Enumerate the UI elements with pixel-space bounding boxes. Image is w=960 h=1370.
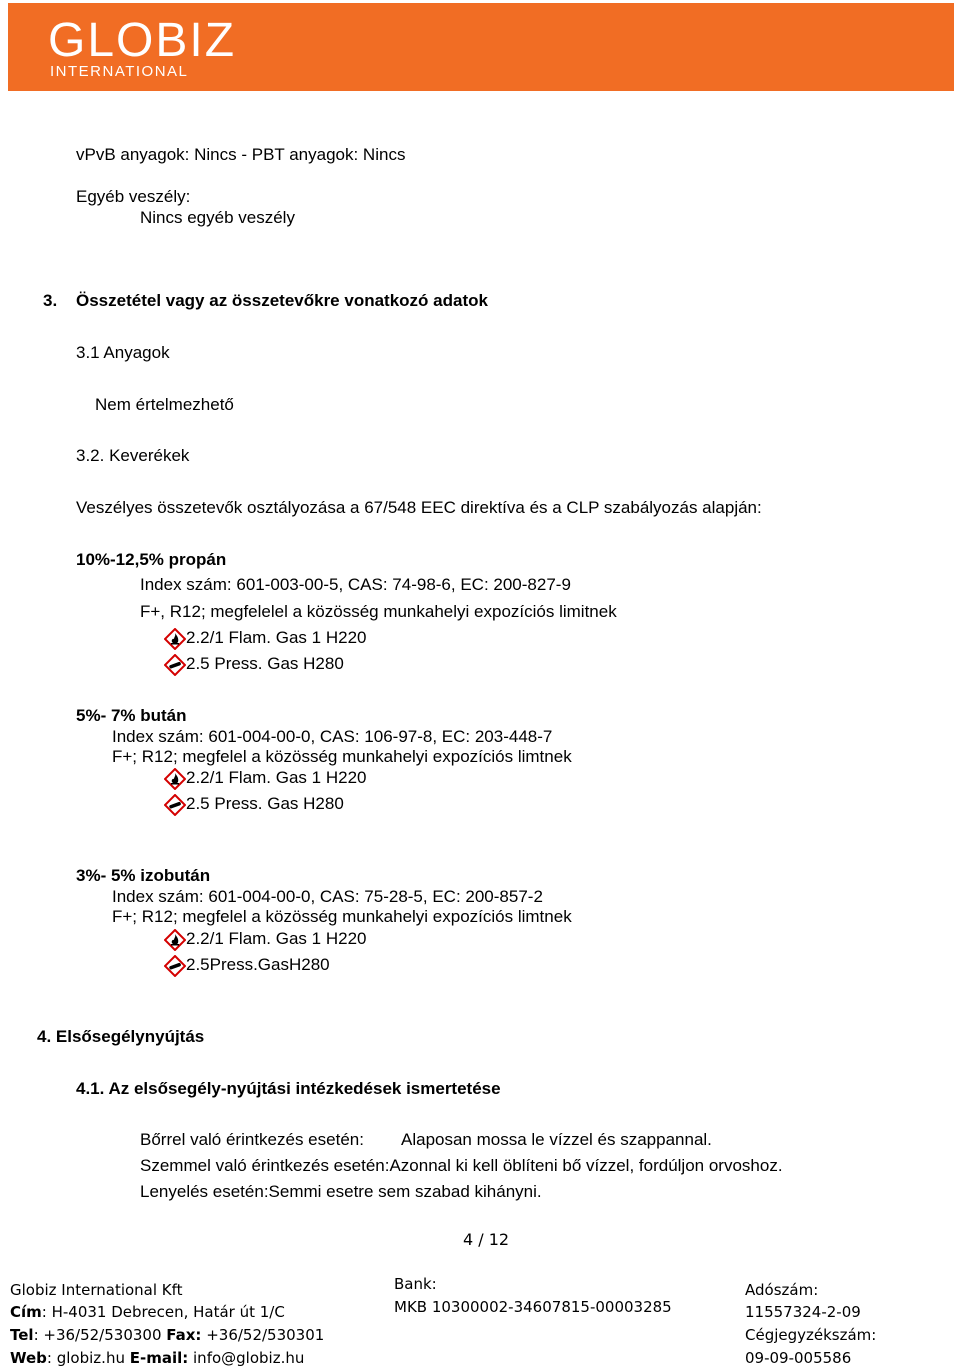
- bank-label: Bank:: [394, 1275, 437, 1293]
- company-reg-label: Cégjegyzékszám:: [745, 1326, 877, 1344]
- skin-contact-label: Bőrrel való érintkezés esetén:: [140, 1130, 364, 1149]
- other-hazard-title: Egyéb veszély:: [76, 187, 191, 206]
- web-value[interactable]: : globiz.hu: [46, 1349, 130, 1367]
- section-4-1-title: 4.1. Az elsősegély-nyújtási intézkedések ismertetése: [76, 1079, 501, 1098]
- flame-pictogram-icon: [164, 768, 186, 790]
- component-name: 3%- 5% izobután: [76, 866, 211, 885]
- footer-company: Globiz International Kft: [10, 1281, 183, 1299]
- section-3-1-value: Nem értelmezhető: [95, 395, 234, 414]
- gas-cylinder-pictogram-icon: [164, 654, 186, 676]
- other-hazard-value: Nincs egyéb veszély: [140, 208, 295, 227]
- company-reg-value: 09-09-005586: [745, 1349, 852, 1367]
- component-index: Index szám: 601-004-00-0, CAS: 106-97-8, EC: 203-448-7: [112, 727, 553, 746]
- eye-contact-text: Szemmel való érintkezés esetén:Azonnal ki kell öblíteni bő vízzel, fordúljon orvoshoz.: [140, 1156, 783, 1175]
- gas-cylinder-pictogram-icon: [164, 794, 186, 816]
- gas-cylinder-pictogram-icon: [164, 955, 186, 977]
- phone-value: : +36/52/530300: [33, 1326, 167, 1344]
- tax-number-value: 11557324-2-09: [745, 1303, 861, 1321]
- section-3-2-title: 3.2. Keverékek: [76, 446, 190, 465]
- bank-value: MKB 10300002-34607815-00003285: [394, 1298, 672, 1316]
- address-label: Cím: [10, 1303, 42, 1321]
- section-3-1-title: 3.1 Anyagok: [76, 343, 170, 362]
- logo-sub-text: INTERNATIONAL: [50, 63, 189, 80]
- component-risk: F+, R12; megfelelel a közösség munkahelyi expozíciós limitnek: [140, 602, 617, 621]
- hazard-statement-1: 2.2/1 Flam. Gas 1 H220: [186, 768, 367, 787]
- address-value: : H-4031 Debrecen, Határ út 1/C: [41, 1303, 285, 1321]
- footer-address: [10, 1303, 285, 1321]
- component-risk: F+; R12; megfelel a közösség munkahelyi expozíciós limtnek: [112, 747, 572, 766]
- email-value[interactable]: info@globiz.hu: [188, 1349, 305, 1367]
- flame-pictogram-icon: [164, 929, 186, 951]
- email-label: E-mail:: [129, 1349, 189, 1367]
- company-logo: [48, 14, 237, 80]
- swallowing-text: Lenyelés esetén:Semmi esetre sem szabad kihányni.: [140, 1182, 542, 1201]
- skin-contact-value: Alaposan mossa le vízzel és szappannal.: [401, 1130, 712, 1149]
- component-risk: F+; R12; megfelel a közösség munkahelyi expozíciós limtnek: [112, 907, 572, 926]
- logo-main-text: GLOBIZ: [48, 14, 237, 67]
- hazard-statement-2: 2.5 Press. Gas H280: [186, 654, 344, 673]
- section-3-title: Összetétel vagy az összetevőkre vonatkozó adatok: [76, 291, 488, 310]
- flame-pictogram-icon: [164, 628, 186, 650]
- classification-text: Veszélyes összetevők osztályozása a 67/548 EEC direktíva és a CLP szabályozás alapján:: [76, 498, 762, 517]
- vpvb-line: vPvB anyagok: Nincs - PBT anyagok: Nincs: [76, 145, 406, 164]
- component-index: Index szám: 601-004-00-0, CAS: 75-28-5, EC: 200-857-2: [112, 887, 543, 906]
- component-name: 10%-12,5% propán: [76, 550, 227, 569]
- phone-label: Tel: [10, 1326, 34, 1344]
- page-number: 4 / 12: [463, 1230, 510, 1249]
- web-label: Web: [10, 1349, 47, 1367]
- fax-value: +36/52/530301: [201, 1326, 325, 1344]
- footer-phone: [10, 1326, 324, 1344]
- hazard-statement-2: 2.5Press.GasH280: [186, 955, 330, 974]
- header-banner: [8, 3, 954, 91]
- footer-web: [10, 1349, 304, 1367]
- component-index: Index szám: 601-003-00-5, CAS: 74-98-6, EC: 200-827-9: [140, 575, 571, 594]
- fax-label: Fax:: [166, 1326, 202, 1344]
- hazard-statement-1: 2.2/1 Flam. Gas 1 H220: [186, 929, 367, 948]
- section-4-title: 4. Elsősegélynyújtás: [37, 1027, 205, 1046]
- hazard-statement-1: 2.2/1 Flam. Gas 1 H220: [186, 628, 367, 647]
- section-3-number: 3.: [43, 291, 58, 310]
- component-name: 5%- 7% bután: [76, 706, 187, 725]
- hazard-statement-2: 2.5 Press. Gas H280: [186, 794, 344, 813]
- tax-number-label: Adószám:: [745, 1281, 819, 1299]
